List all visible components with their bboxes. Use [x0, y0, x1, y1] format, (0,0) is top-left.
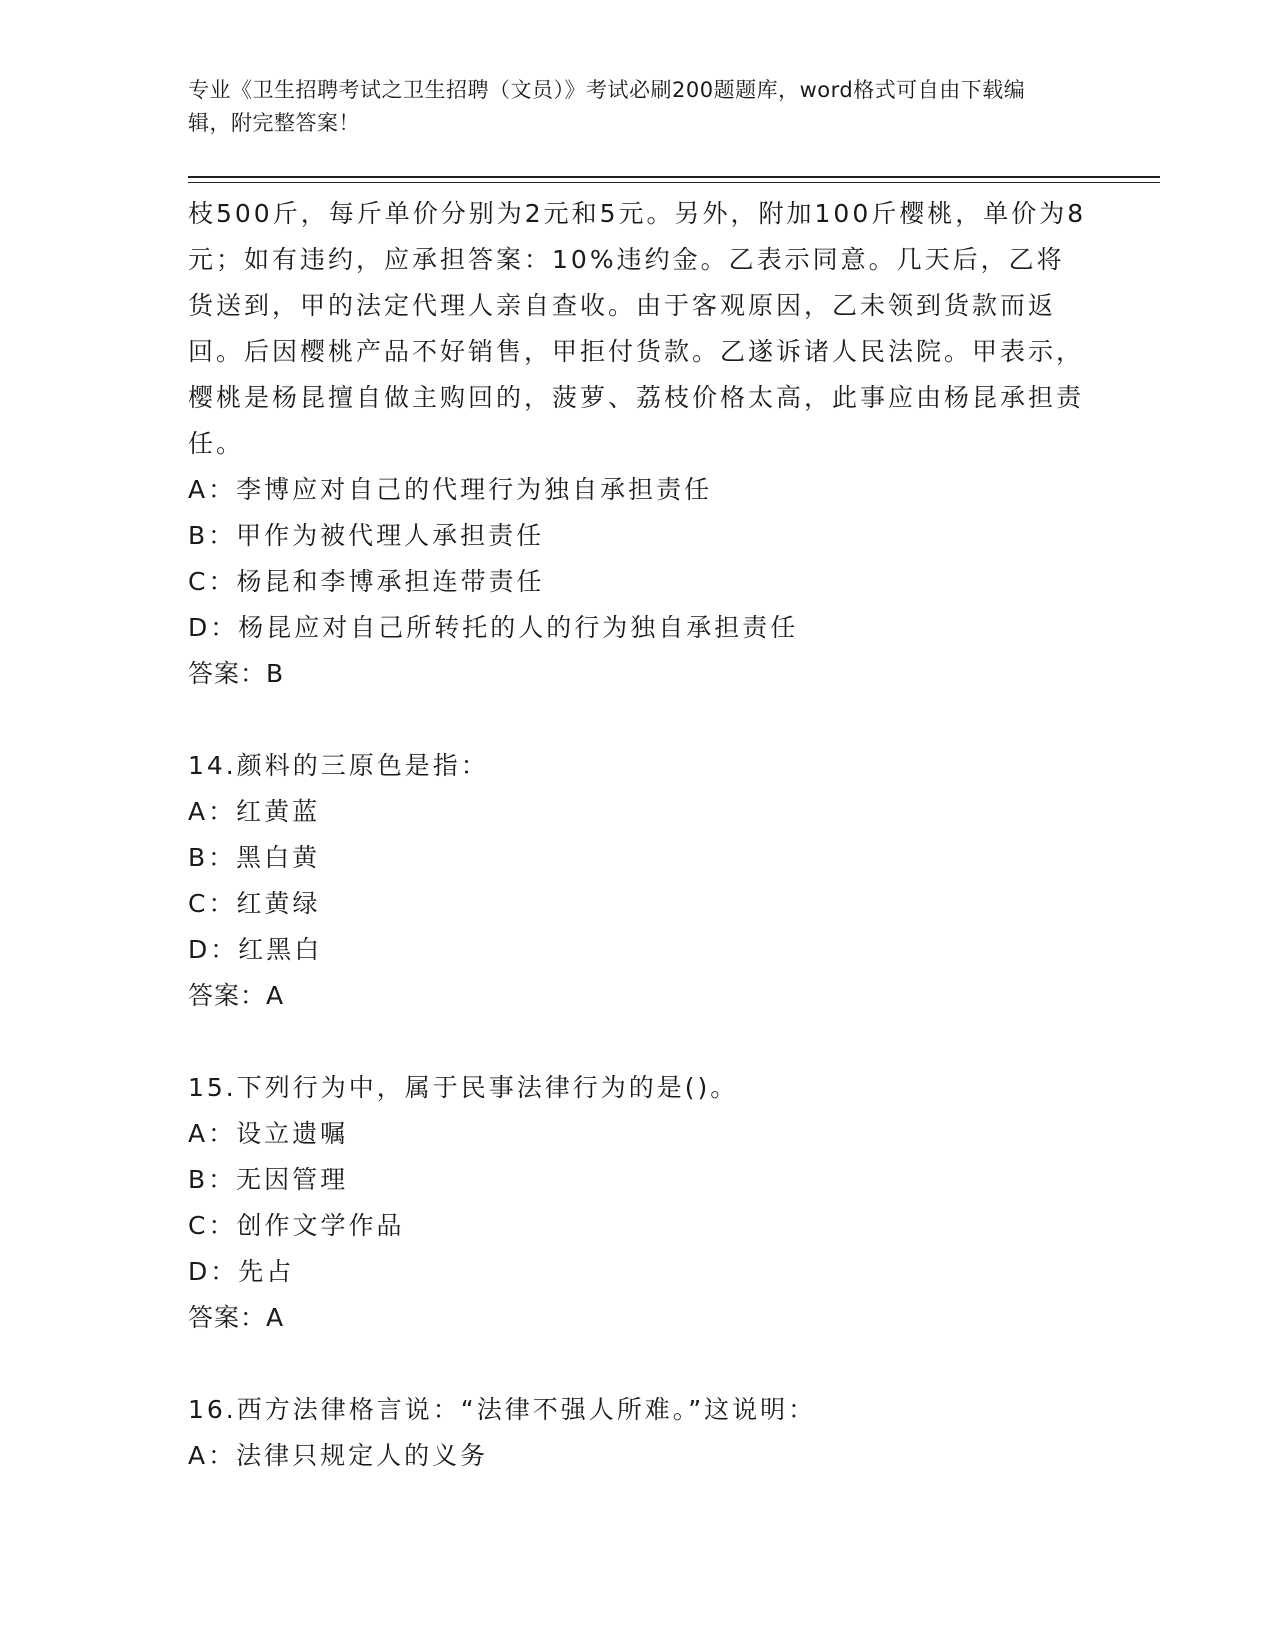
option-b: B：黑白黄 — [188, 843, 321, 872]
header-divider-thick — [188, 176, 1160, 178]
option-c: C：杨昆和李博承担连带责任 — [188, 567, 545, 596]
option-d: D：先占 — [188, 1257, 295, 1286]
option-b: B：无因管理 — [188, 1165, 349, 1194]
answer-line: 答案：B — [188, 659, 285, 688]
question-text: 枝500斤，每斤单价分别为2元和5元。另外，附加100斤樱桃，单价为8元；如有违约，应承担答案：10%违约金。乙表示同意。几天后，乙将货送到，甲的法定代理人亲自查收。由于客观原因，乙未领到货款而返回。后因樱桃产品不好销售，甲拒付货款。乙遂诉诸人民法院。甲表示，樱桃是杨昆擅自做主购回的，菠萝、荔枝价格太高，此事应由杨昆承担责任。 — [188, 199, 1087, 458]
option-a: A：法律只规定人的义务 — [188, 1441, 489, 1470]
answer-line: 答案：A — [188, 981, 285, 1010]
option-a: A：设立遗嘱 — [188, 1119, 349, 1148]
option-a: A：红黄蓝 — [188, 797, 321, 826]
question-14 — [188, 743, 1088, 1019]
question-stem: 16.西方法律格言说：“法律不强人所难。”这说明： — [188, 1395, 817, 1424]
option-b: B：甲作为被代理人承担责任 — [188, 521, 545, 550]
question-stem: 15.下列行为中，属于民事法律行为的是()。 — [188, 1073, 739, 1102]
question-list — [188, 191, 1088, 1479]
question-15 — [188, 1065, 1088, 1341]
option-d: D：杨昆应对自己所转托的人的行为独自承担责任 — [188, 613, 799, 642]
option-a: A：李博应对自己的代理行为独自承担责任 — [188, 475, 713, 504]
option-c: C：创作文学作品 — [188, 1211, 405, 1240]
header-divider-thin — [188, 182, 1160, 183]
question-16 — [188, 1387, 1088, 1479]
document-header: 专业《卫生招聘考试之卫生招聘（文员）》考试必刷200题题库，word格式可自由下载编辑，附完整答案！ — [188, 78, 1026, 135]
question-13 — [188, 191, 1088, 697]
option-d: D：红黑白 — [188, 935, 323, 964]
answer-line: 答案：A — [188, 1303, 285, 1332]
option-c: C：红黄绿 — [188, 889, 321, 918]
question-stem: 14.颜料的三原色是指： — [188, 751, 489, 780]
